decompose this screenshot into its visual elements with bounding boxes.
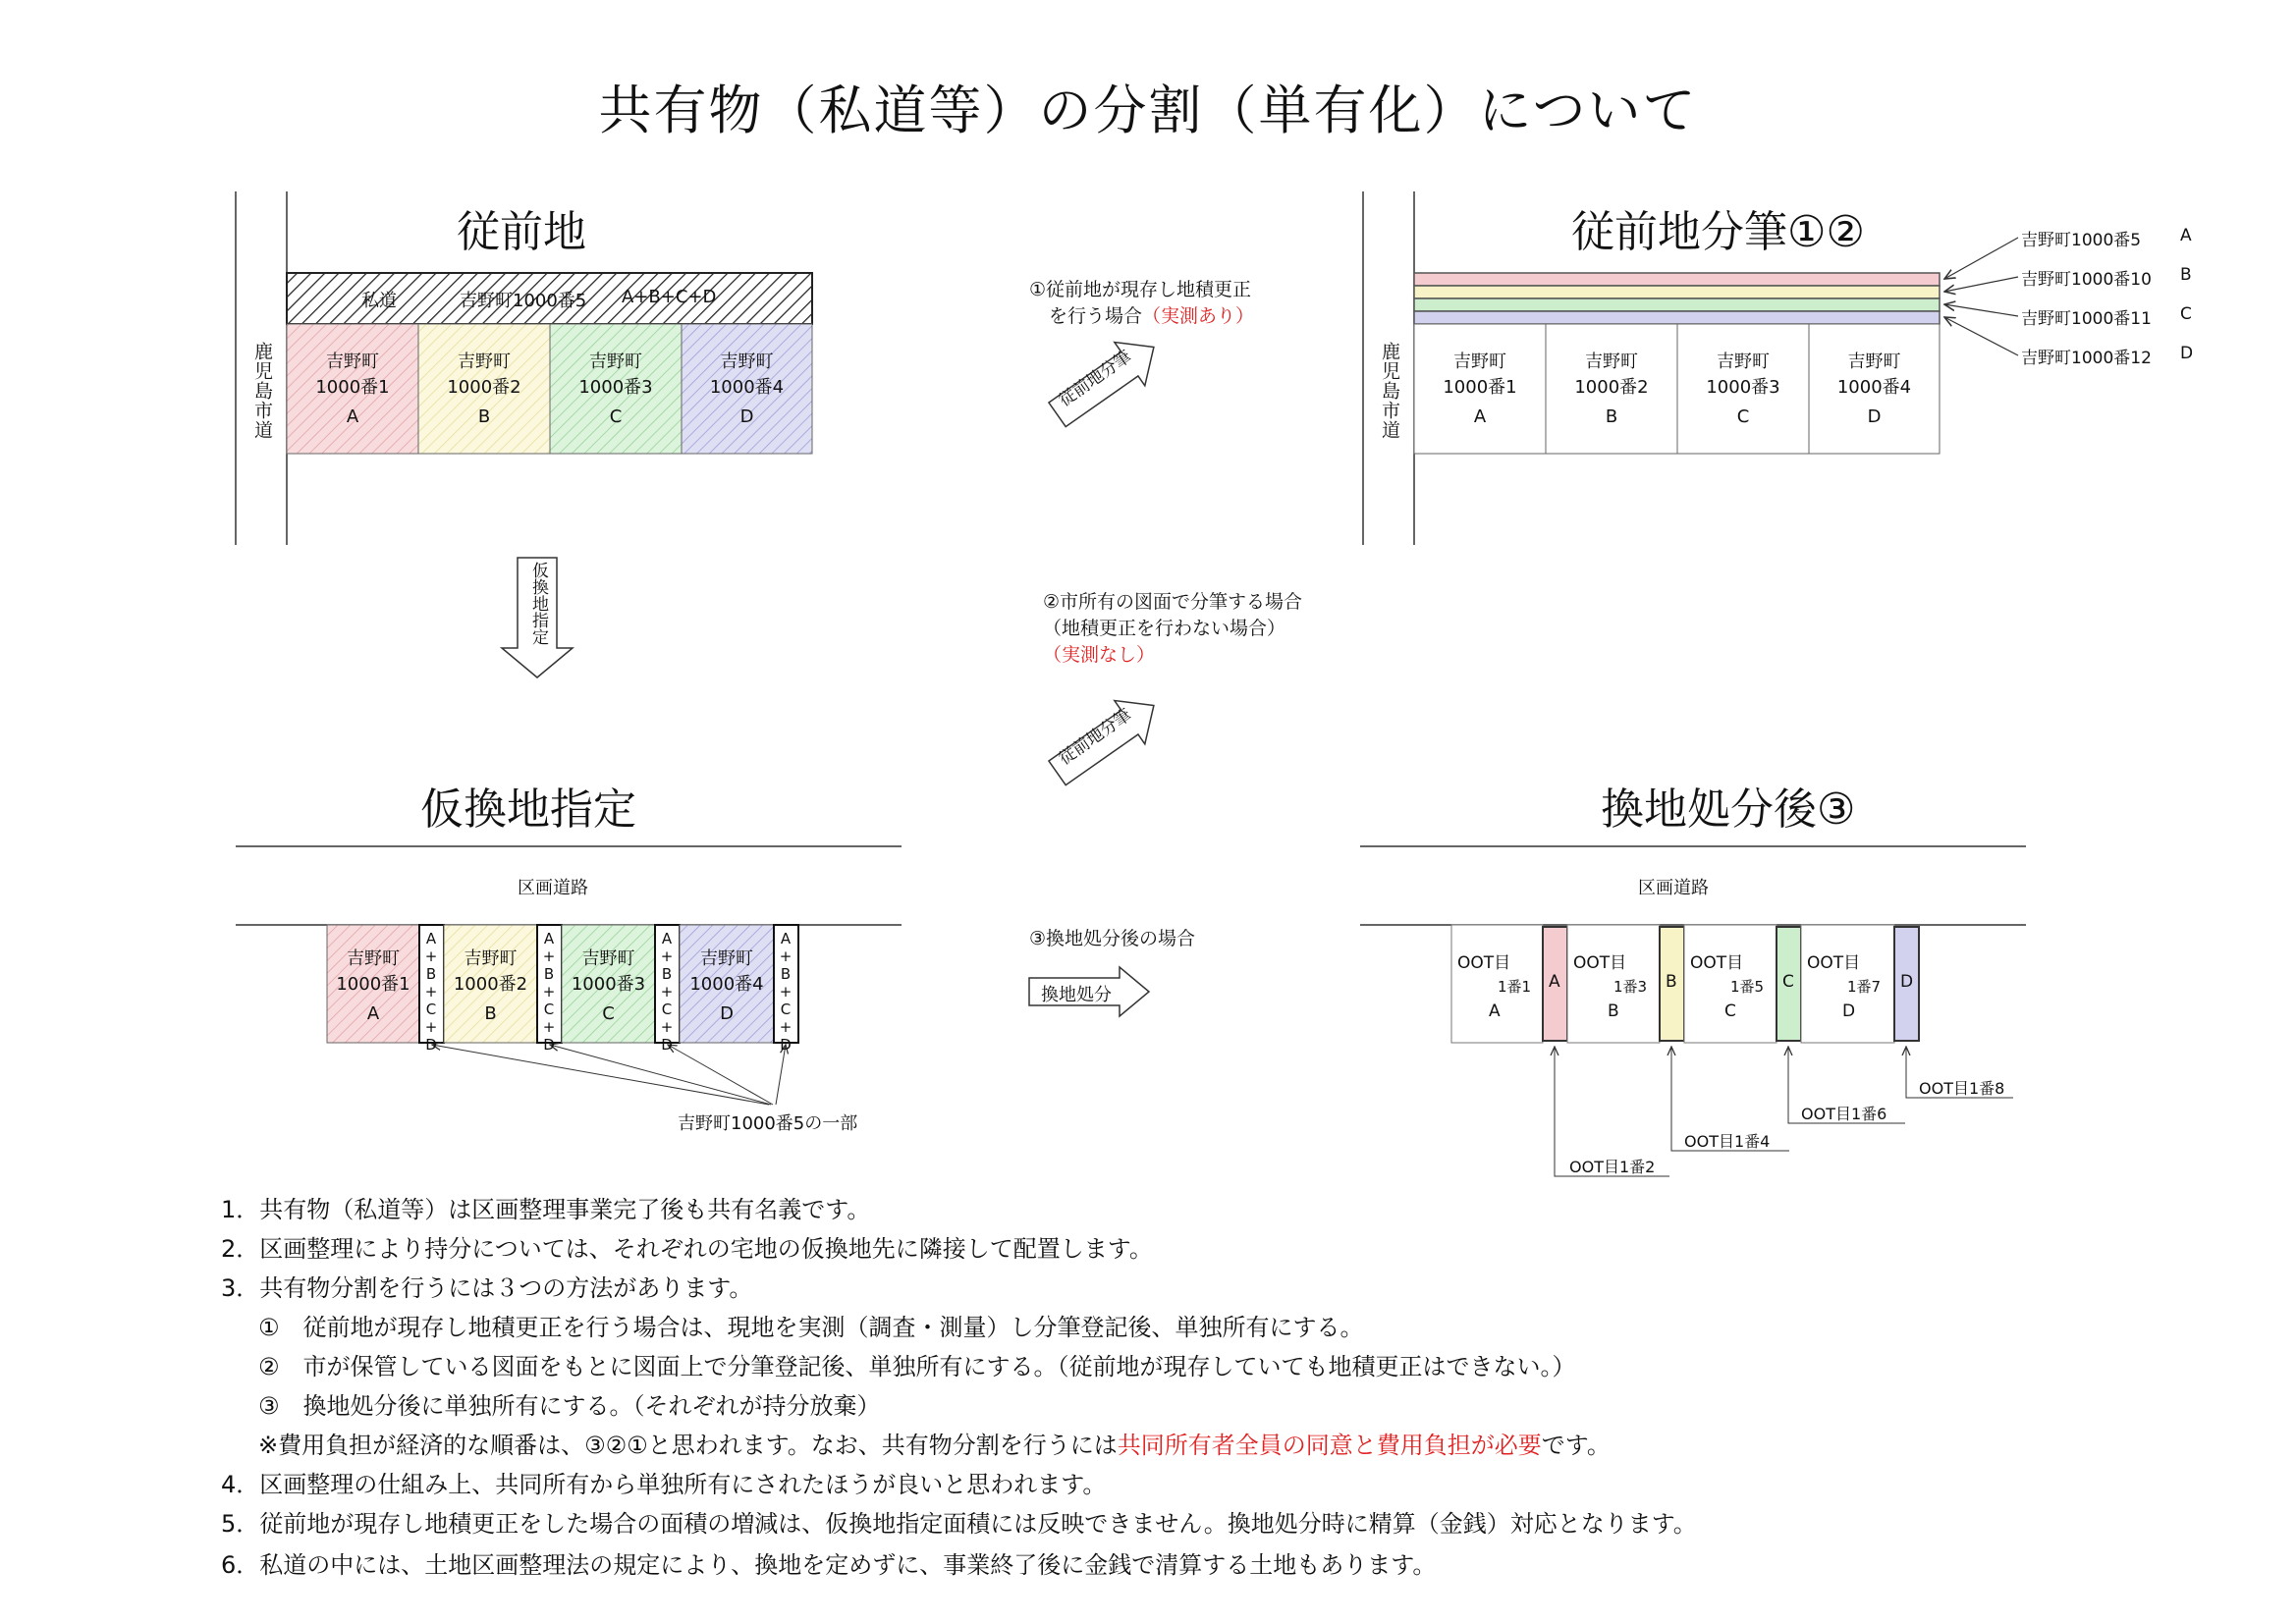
note-3b: ② 市が保管している図面をもとに図面上で分筆登記後、単独所有にする。（従前地が現存していても地積更正はできない。） [258,1353,1576,1380]
city-road-label-2: 鹿児島市道 [1379,342,1400,440]
split-strip-c [1414,298,1940,311]
after-callout-4: OOT目1番8 [1919,1079,2005,1098]
note-3a: ① 従前地が現存し地積更正を行う場合は、現地を実測（調査・測量）し分筆登記後、単独所有にする。 [258,1314,1364,1341]
note-4: 4．区画整理の仕組み上、共同所有から単独所有にされたほうが良いと思われます。 [221,1471,1107,1498]
after-lot-c-owner: C [1724,1001,1736,1021]
after-lot-b-owner: B [1608,1001,1619,1021]
case3-note: ③換地処分後の場合 [1029,928,1196,949]
case1-note: ①従前地が現存し地積更正 を行う場合（実測あり） [1029,279,1255,327]
temp-lot-c: 吉野町 1000番3 C [571,948,646,1024]
split-label-c: 吉野町1000番11 [2021,309,2152,329]
private-road-label: 私道 [361,291,397,311]
after-lot-a-chome: OOT目 [1457,953,1511,973]
district-road-label-2: 区画道路 [1638,878,1709,898]
split-owner-b: B [2180,265,2192,285]
temp-lot-d: 吉野町 1000番4 D [689,948,764,1024]
after-strip-c: C [1782,972,1794,992]
part-label: 吉野町1000番5の一部 [678,1113,858,1134]
before-lot-c: 吉野町 1000番3 C [578,352,653,427]
shared-strip-b: A+B+C+D [540,930,558,1054]
note-3: 3．共有物分割を行うには３つの方法があります。 [221,1274,753,1302]
split-label-a: 吉野町1000番5 [2021,231,2142,250]
before-lot-d: 吉野町 1000番4 D [709,352,785,427]
after-callout-1: OOT目1番2 [1569,1158,1656,1176]
case1-arrow-label: 従前地分筆 [1055,347,1135,411]
shared-strip-a: A+B+C+D [422,930,440,1054]
after-strip-b: B [1666,972,1677,992]
after-strip-d: D [1900,972,1914,992]
district-road-label-1: 区画道路 [518,878,588,898]
before-lot-b: 吉野町 1000番2 B [447,352,521,427]
note-1: 1．共有物（私道等）は区画整理事業完了後も共有名義です。 [221,1196,871,1223]
after-lot-a-owner: A [1489,1001,1501,1021]
case2-arrow-label: 従前地分筆 [1055,705,1135,770]
after-lot-c-chome: OOT目 [1690,953,1744,973]
note-6: 6．私道の中には、土地区画整理法の規定により、換地を定めずに、事業終了後に金銭で清算する土地もあります。 [221,1551,1437,1579]
before-lot-a: 吉野町 1000番1 A [315,352,390,427]
private-road-owners: A+B+C+D [622,287,717,307]
after-lot-d-number: 1番7 [1847,978,1882,996]
after-callout-2: OOT目1番4 [1684,1132,1771,1151]
split-lot-a: 吉野町 1000番1 A [1443,352,1517,427]
split-owner-d: D [2180,344,2194,363]
temp-lot-b: 吉野町 1000番2 B [453,948,528,1024]
after-lot-d-owner: D [1842,1001,1856,1021]
split-strip-b [1414,286,1940,298]
after-lot-a-number: 1番1 [1498,978,1532,996]
split-strip-d [1414,311,1940,324]
note-5: 5．従前地が現存し地積更正をした場合の面積の増減は、仮換地指定面積には反映できません。換地処分時に精算（金銭）対応となります。 [221,1510,1697,1538]
after-lot-b-number: 1番3 [1613,978,1648,996]
split-label-d: 吉野町1000番12 [2021,349,2152,368]
split-lot-c: 吉野町 1000番3 C [1706,352,1780,427]
heading-split: 従前地分筆①② [1571,207,1865,257]
city-road-label: 鹿児島市道 [251,342,273,440]
split-strip-a [1414,273,1940,286]
after-lot-c-number: 1番5 [1730,978,1765,996]
shared-strip-c: A+B+C+D [658,930,676,1054]
note-3d: ※費用負担が経済的な順番は、③②①と思われます。なお、共有物分割を行うには共同所有者全員の同意と費用負担が必要です。 [258,1432,1611,1459]
case2-note: ②市所有の図面で分筆する場合 （地積更正を行わない場合） （実測なし） [1043,591,1303,666]
split-label-b: 吉野町1000番10 [2021,270,2152,290]
private-road-lot: 吉野町1000番5 [460,291,587,311]
heading-after: 換地処分後③ [1601,784,1856,835]
after-strip-a: A [1549,972,1560,992]
heading-temp: 仮換地指定 [420,784,636,835]
after-callout-3: OOT目1番6 [1801,1105,1887,1123]
split-lot-d: 吉野町 1000番4 D [1836,352,1912,427]
split-owner-c: C [2180,304,2192,324]
case3-arrow-label: 換地処分 [1041,985,1112,1005]
temp-assign-arrow-label: 仮換地指定 [528,562,548,645]
after-lot-d-chome: OOT目 [1807,953,1861,973]
note-3c: ③ 換地処分後に単独所有にする。（それぞれが持分放棄） [258,1392,881,1420]
page-title: 共有物（私道等）の分割（単有化）について [598,80,1698,141]
split-lot-b: 吉野町 1000番2 B [1574,352,1649,427]
heading-before: 従前地 [457,207,586,257]
split-owner-a: A [2180,226,2192,245]
note-2: 2．区画整理により持分については、それぞれの宅地の仮換地先に隣接して配置します。 [221,1235,1153,1263]
shared-strip-d: A+B+C+D [777,930,794,1054]
temp-lot-a: 吉野町 1000番1 A [336,948,410,1024]
after-lot-b-chome: OOT目 [1573,953,1627,973]
